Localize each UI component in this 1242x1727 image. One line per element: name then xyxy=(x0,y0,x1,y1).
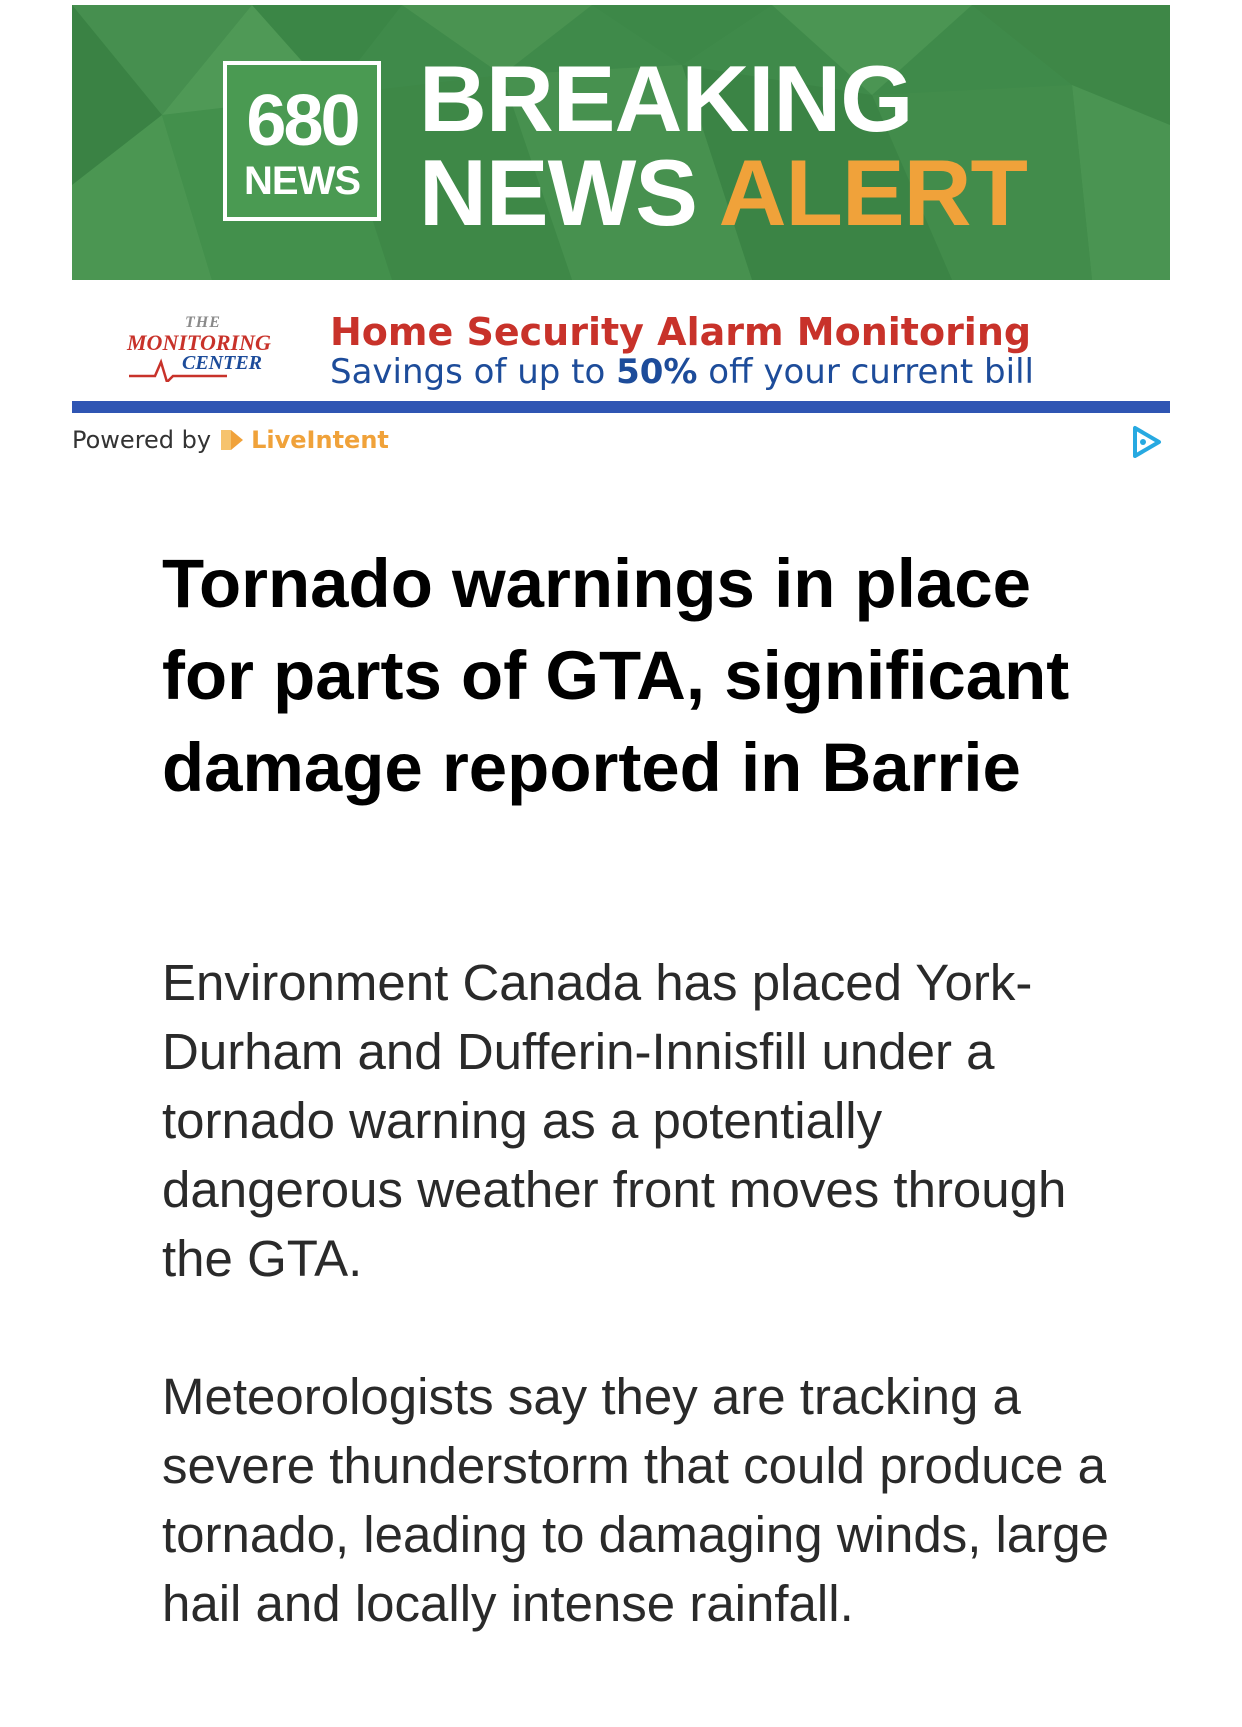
logo-monitoring-text: MONITORING xyxy=(127,330,271,355)
ad-title[interactable]: Home Security Alarm Monitoring xyxy=(330,310,1032,354)
banner-headline-alert: ALERT xyxy=(718,140,1027,245)
banner-headline-breaking: BREAKING xyxy=(419,46,913,151)
ad-subtitle[interactable] xyxy=(330,352,1034,392)
monitoring-center-logo xyxy=(127,314,287,384)
ad-subtitle-bold: 50% xyxy=(616,352,698,392)
logo-number: 680 xyxy=(246,81,358,161)
article-paragraph: Environment Canada has placed York-Durham and Dufferin-Innisfill under a tornado warning as a potentially dangerous weather front moves through the GTA. xyxy=(162,954,1067,1287)
ad-subtitle-before: Savings of up to xyxy=(330,352,617,392)
banner-headline-news-alert xyxy=(419,140,1027,245)
adchoices-icon[interactable] xyxy=(1128,424,1164,460)
powered-by-label: Powered by xyxy=(72,426,212,454)
680-news-logo xyxy=(223,61,381,221)
banner-headline-news: NEWS xyxy=(419,140,697,245)
ad-subtitle-after: off your current bill xyxy=(697,352,1034,392)
logo-center-text: CENTER xyxy=(182,352,263,374)
liveintent-icon xyxy=(219,427,245,453)
home-security-ad[interactable] xyxy=(72,300,1170,420)
breaking-news-banner[interactable] xyxy=(72,5,1170,280)
article-title[interactable]: Tornado warnings in place for parts of GTA, significant damage reported in Barrie xyxy=(162,545,1070,806)
powered-by-liveintent[interactable] xyxy=(72,425,389,455)
article-paragraph: Meteorologists say they are tracking a severe thunderstorm that could produce a tornado, leading to damaging winds, large hail and locally intense rainfall. xyxy=(162,1368,1109,1632)
ad-divider-bar xyxy=(72,401,1170,413)
heartbeat-line-icon xyxy=(127,352,287,382)
logo-the-text: THE xyxy=(185,314,221,331)
logo-word: NEWS xyxy=(244,159,360,203)
liveintent-brand: LiveIntent xyxy=(251,426,389,454)
